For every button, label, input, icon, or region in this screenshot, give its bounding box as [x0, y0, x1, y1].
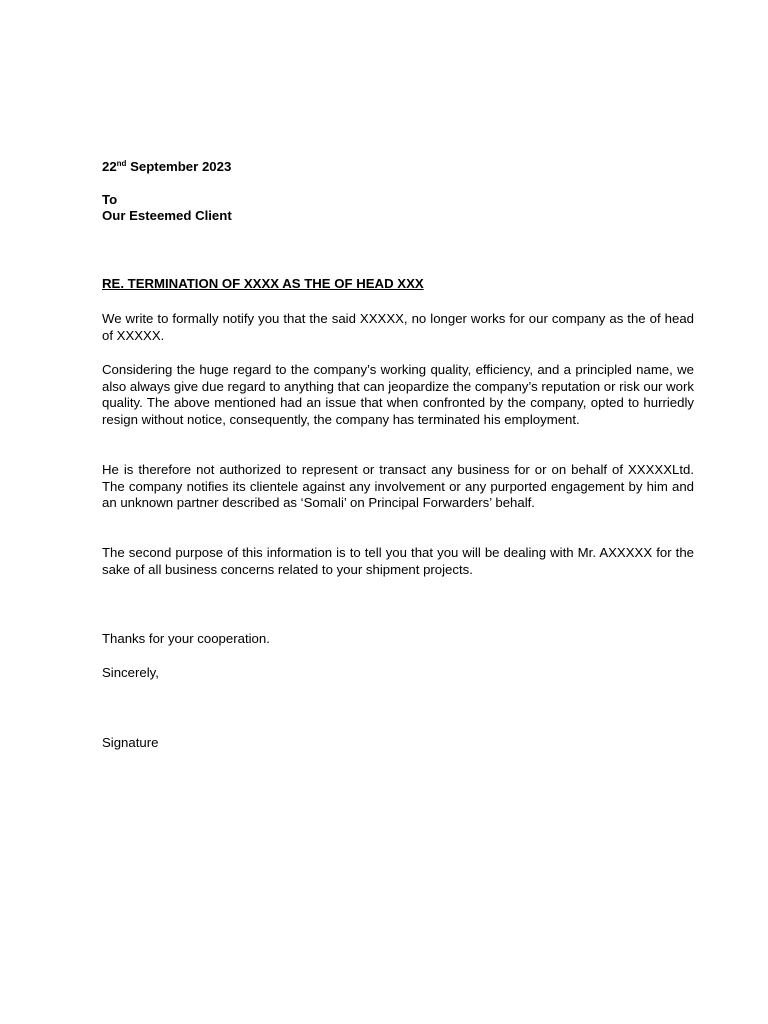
date-month-year: September 2023: [126, 159, 232, 174]
paragraph-1: We write to formally notify you that the said XXXXX, no longer works for our company as the of head of XXXXX.: [102, 311, 694, 343]
paragraph-3: He is therefore not authorized to represent or transact any business for or on behalf of XXXXXLtd. The company notifies its clientele against any involvement or any purported engagement by him and an unknown partner described as ‘Somali’ on Principal Forwarders’ behalf.: [102, 462, 694, 511]
thanks-line: Thanks for your cooperation.: [102, 631, 270, 646]
letter-subject: RE. TERMINATION OF XXXX AS THE OF HEAD XXX: [102, 276, 424, 291]
date-day-suffix: nd: [116, 159, 127, 168]
paragraph-4: The second purpose of this information is to tell you that you will be dealing with Mr. AXXXXX for the sake of all business concerns related to your shipment projects.: [102, 545, 694, 577]
date-day: 22: [102, 159, 117, 174]
signature-line: Signature: [102, 735, 159, 750]
recipient-name: Our Esteemed Client: [102, 208, 232, 223]
paragraph-2: Considering the huge regard to the company’s working quality, efficiency, and a principled name, we also always give due regard to anything that can jeopardize the company’s reputation or risk our work quality. The above mentioned had an issue that when confronted by the company, opted to hurriedly resign without notice, consequently, the company has terminated his employment.: [102, 362, 694, 428]
letter-date: [102, 159, 694, 176]
recipient-to-label: To: [102, 192, 118, 207]
closing-line: Sincerely,: [102, 665, 159, 680]
